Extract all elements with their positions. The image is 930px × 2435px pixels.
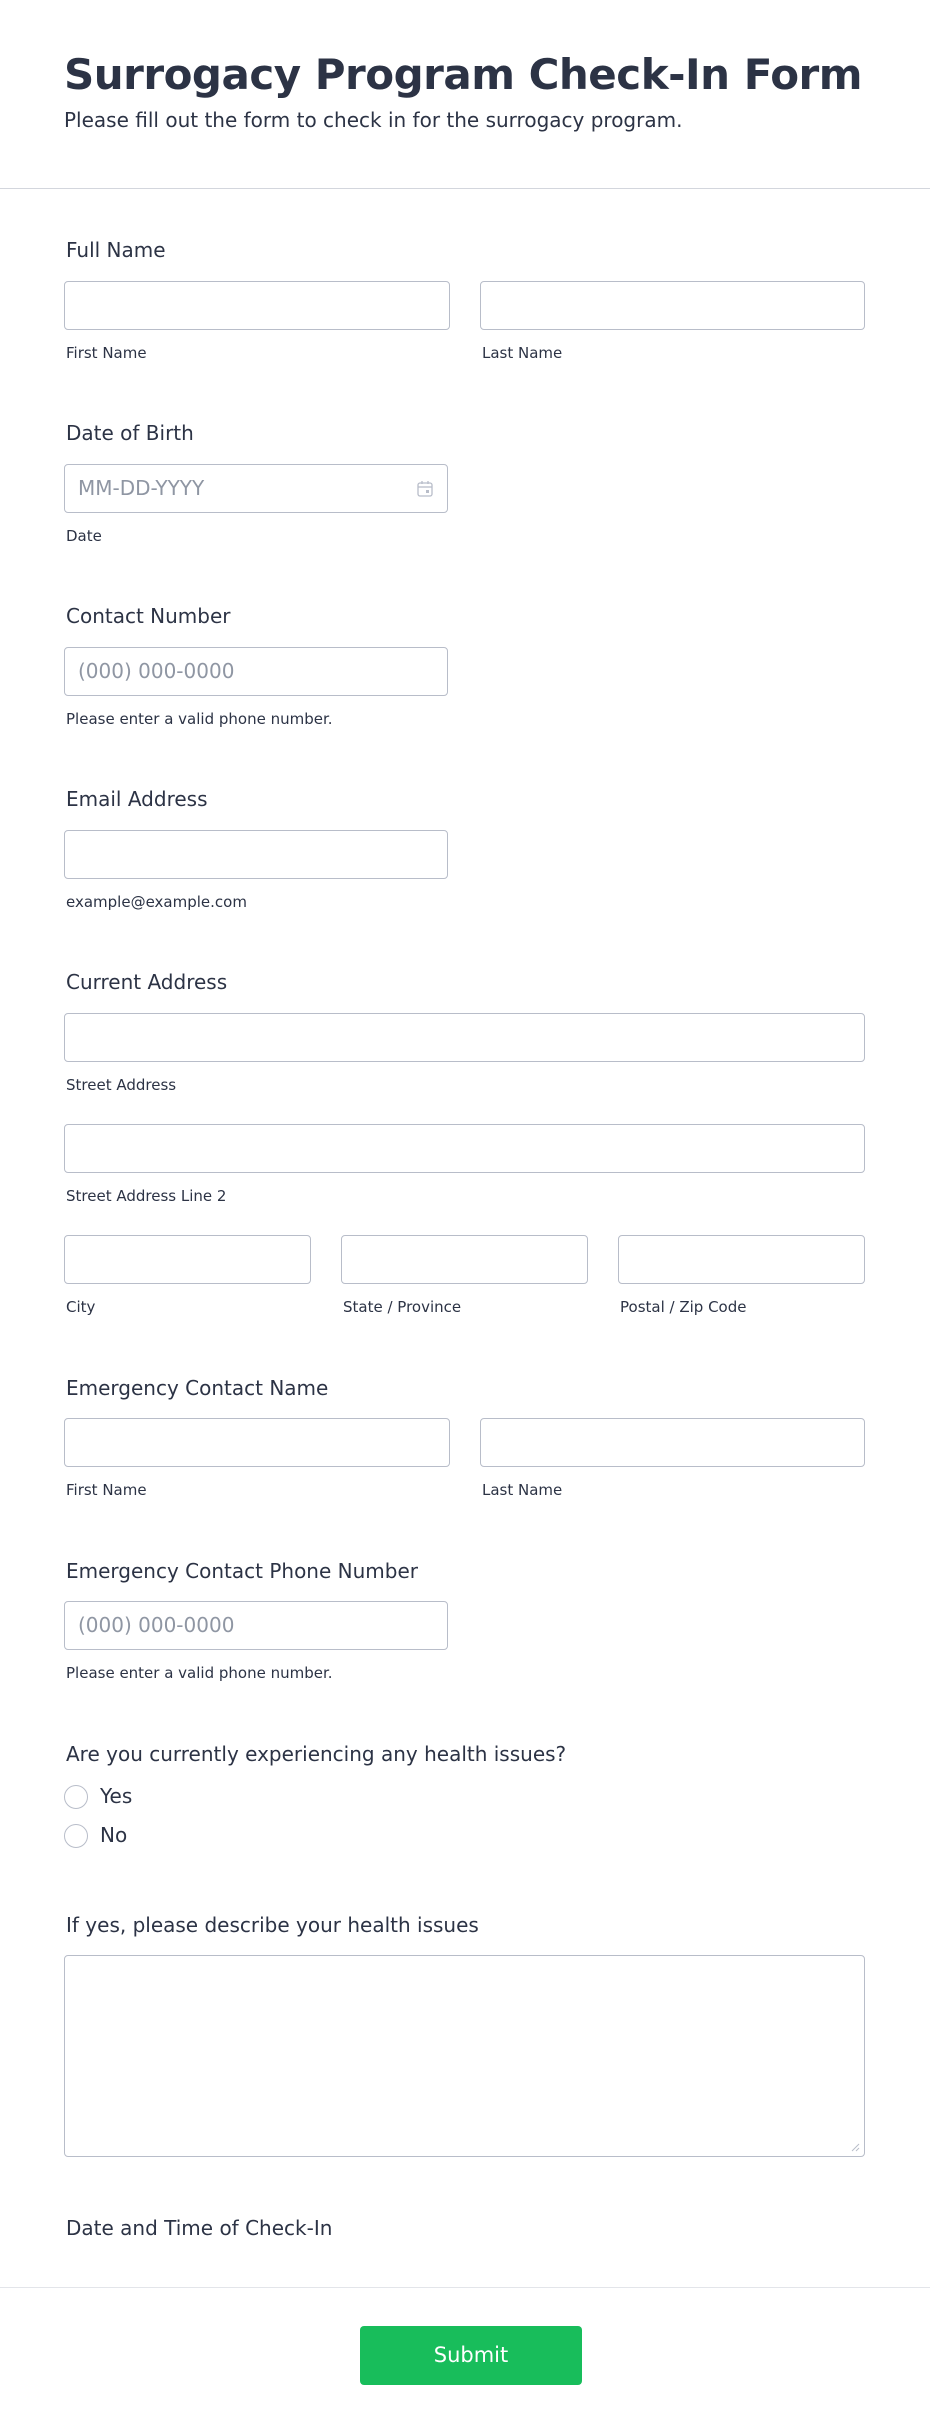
last-name-input[interactable] <box>480 281 865 330</box>
footer-divider <box>0 2287 930 2288</box>
date-of-birth-input[interactable] <box>64 464 448 513</box>
first-name-sublabel: First Name <box>66 344 147 362</box>
health-yes-label[interactable]: Yes <box>100 1784 133 1808</box>
checkin-datetime-label: Date and Time of Check-In <box>66 2216 333 2240</box>
city-input[interactable] <box>64 1235 311 1284</box>
form-header <box>0 0 930 189</box>
form-subtitle: Please fill out the form to check in for the surrogacy program. <box>64 108 683 132</box>
zip-sublabel: Postal / Zip Code <box>620 1298 747 1316</box>
email-input[interactable] <box>64 830 448 879</box>
health-no-label[interactable]: No <box>100 1823 128 1847</box>
contact-number-input[interactable] <box>64 647 448 696</box>
contact-number-sublabel: Please enter a valid phone number. <box>66 710 333 728</box>
first-name-input[interactable] <box>64 281 450 330</box>
health-issues-label: Are you currently experiencing any health issues? <box>66 1742 567 1766</box>
street-address-line2-sublabel: Street Address Line 2 <box>66 1187 227 1205</box>
health-yes-radio[interactable] <box>64 1785 88 1809</box>
full-name-label: Full Name <box>66 238 166 262</box>
email-label: Email Address <box>66 787 208 811</box>
date-sublabel: Date <box>66 527 102 545</box>
emergency-last-name-input[interactable] <box>480 1418 865 1467</box>
emergency-first-name-input[interactable] <box>64 1418 450 1467</box>
state-input[interactable] <box>341 1235 588 1284</box>
health-description-textarea[interactable] <box>64 1955 865 2157</box>
contact-number-placeholder: (000) 000-0000 <box>78 659 235 683</box>
health-no-radio[interactable] <box>64 1824 88 1848</box>
street-address-line2-input[interactable] <box>64 1124 865 1173</box>
submit-button[interactable]: Submit <box>360 2326 582 2385</box>
last-name-sublabel: Last Name <box>482 344 563 362</box>
form-title: Surrogacy Program Check-In Form <box>64 50 863 99</box>
emergency-first-name-sublabel: First Name <box>66 1481 147 1499</box>
current-address-label: Current Address <box>66 970 228 994</box>
city-sublabel: City <box>66 1298 96 1316</box>
date-placeholder: MM-DD-YYYY <box>78 476 205 500</box>
emergency-phone-sublabel: Please enter a valid phone number. <box>66 1664 333 1682</box>
zip-input[interactable] <box>618 1235 865 1284</box>
health-description-label: If yes, please describe your health issues <box>66 1913 479 1937</box>
street-address-input[interactable] <box>64 1013 865 1062</box>
email-sublabel: example@example.com <box>66 893 247 911</box>
emergency-last-name-sublabel: Last Name <box>482 1481 563 1499</box>
resize-grip-icon[interactable] <box>851 2143 860 2152</box>
street-address-sublabel: Street Address <box>66 1076 177 1094</box>
date-of-birth-label: Date of Birth <box>66 421 194 445</box>
emergency-contact-name-label: Emergency Contact Name <box>66 1376 329 1400</box>
emergency-phone-placeholder: (000) 000-0000 <box>78 1613 235 1637</box>
emergency-phone-label: Emergency Contact Phone Number <box>66 1559 418 1583</box>
calendar-icon[interactable] <box>417 480 433 497</box>
emergency-phone-input[interactable] <box>64 1601 448 1650</box>
state-sublabel: State / Province <box>343 1298 462 1316</box>
contact-number-label: Contact Number <box>66 604 231 628</box>
